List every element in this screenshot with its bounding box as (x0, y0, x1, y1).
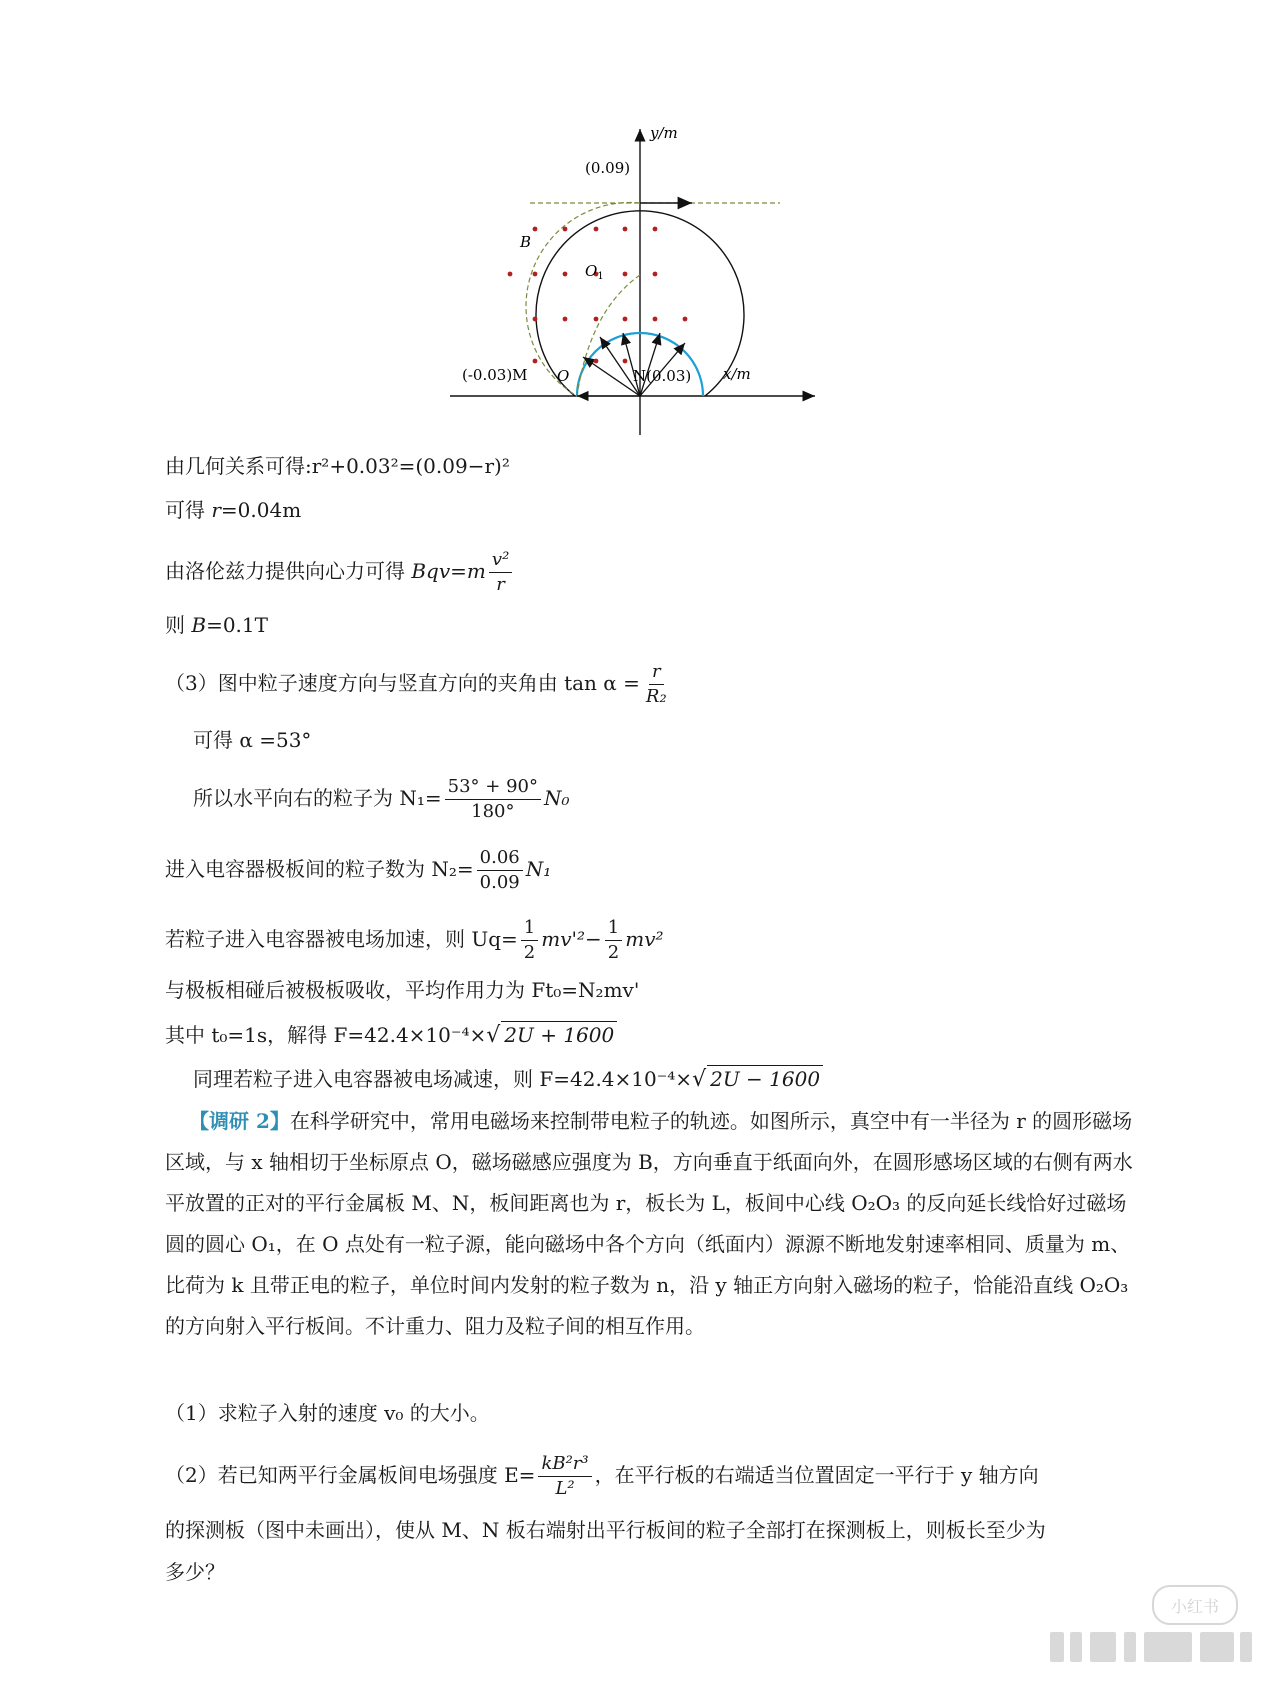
watermark-bar (1144, 1632, 1192, 1662)
question-2-line-3 (165, 1557, 225, 1587)
line-n2 (165, 846, 551, 895)
force-decel-root: 2U − 1600 (707, 1065, 823, 1092)
n1-numerator: 53° + 90° (445, 775, 541, 800)
watermark-logo-text: 小红书 (1170, 1596, 1219, 1616)
trajectory-arc-inner (577, 275, 640, 396)
field-strength-numerator: kB²r³ (538, 1452, 591, 1477)
tan-numerator: r (649, 660, 664, 685)
b-prefix: 则 (165, 613, 192, 637)
energy-suffix: mv² (625, 927, 664, 951)
n2-denominator: 0.09 (479, 872, 520, 893)
half-1-num: 1 (521, 916, 538, 941)
question-2-continued: 的探测板（图中未画出），使从 M、N 板右端射出平行板间的粒子全部打在探测板上，则板长至少为 (165, 1518, 1046, 1542)
line-average-force (165, 975, 639, 1005)
magnetic-field-figure (462, 124, 840, 435)
half-2-den: 2 (607, 942, 620, 963)
problem-tag: 【调研 2】 (189, 1109, 290, 1133)
line-n1 (193, 775, 570, 824)
radius-prefix: 可得 (165, 498, 212, 522)
question-1 (165, 1398, 490, 1428)
energy-half-1 (521, 916, 538, 965)
question-2 (165, 1452, 1135, 1501)
energy-prefix: 若粒子进入电容器被电场加速，则 Uq= (165, 927, 518, 951)
center-label: $O_1$ (585, 262, 604, 282)
watermark-bar (1070, 1632, 1082, 1662)
n1-prefix: 所以水平向右的粒子为 N₁= (193, 786, 442, 810)
line-force-decelerate (193, 1064, 823, 1095)
field-strength-denominator: L² (555, 1478, 575, 1499)
top-point-label: (0.09) (585, 159, 631, 177)
angle-result-text: 可得 α =53° (193, 728, 312, 752)
force-accel-prefix: 其中 t₀=1s，解得 F=42.4×10⁻⁴× (165, 1023, 487, 1047)
problem-paragraph (165, 1101, 1135, 1347)
line-radius-result (165, 495, 301, 525)
line-angle-result (193, 725, 311, 755)
lorentz-eq: =m (450, 559, 486, 583)
n2-fraction (477, 846, 523, 895)
n2-prefix: 进入电容器极板间的粒子数为 N₂= (165, 857, 474, 881)
line-angle-question (165, 660, 673, 709)
sqrt-icon: √ (486, 1023, 501, 1048)
b-symbol: B (191, 613, 207, 637)
n2-numerator: 0.06 (477, 846, 523, 871)
lorentz-denominator: r (496, 574, 505, 595)
energy-middle: mv'²− (541, 927, 602, 951)
radius-symbol: r (211, 498, 221, 522)
field-dots (508, 227, 688, 364)
origin-label: O (557, 367, 570, 385)
half-1-den: 2 (523, 942, 536, 963)
n1-fraction (445, 775, 541, 824)
field-diagram (462, 124, 840, 435)
question-2-line-2 (165, 1515, 1046, 1545)
y-axis-label: y/m (650, 124, 678, 142)
energy-half-2 (605, 916, 622, 965)
force-accel-root: 2U + 1600 (501, 1021, 617, 1048)
radius-value: =0.04m (220, 498, 302, 522)
problem-body: 在科学研究中，常用电磁场来控制带电粒子的轨迹。如图所示，真空中有一半径为 r 的圆形磁场区域，与 x 轴相切于坐标原点 O，磁场磁感应强度为 B，方向垂直于纸面向外，在圆形感场区域的右侧有两水平放置的正对的平行金属板 M、N，板间距离也为 r，板长为 L，板间中心线 O₂O₃ 的反向延长线恰好过磁场圆的圆心 O₁，在 O 点处有一粒子源，能向磁场中各个方向（纸面内）源源不断地发射速率相同、质量为 m、比荷为 k 且带正电的粒子，单位时间内发射的粒子数为 n，沿 y 轴正方向射入磁场的粒子，恰能沿直线 O₂O₃ 的方向射入平行板间。不计重力、阻力及粒子间的相互作用。 (165, 1109, 1133, 1338)
line-energy (165, 916, 664, 965)
sqrt-icon: √ (692, 1067, 707, 1092)
question-2-prefix: （2）若已知两平行金属板间电场强度 E= (165, 1463, 536, 1487)
angle-question-text: （3）图中粒子速度方向与竖直方向的夹角由 tan α = (165, 671, 640, 695)
lorentz-prefix: 由洛伦兹力提供向心力可得 (165, 559, 412, 583)
watermark-logo (1152, 1585, 1238, 1625)
left-point-label: (-0.03)M (462, 366, 528, 384)
average-force-text: 与极板相碰后被极板吸收，平均作用力为 Ft₀=N₂mv' (165, 978, 640, 1002)
n1-suffix: N₀ (543, 786, 570, 810)
velocity-arrow-mid-right (640, 333, 660, 396)
question-2-ending: 多少？ (165, 1560, 225, 1584)
line-lorentz-force (165, 548, 515, 597)
watermark-bar (1090, 1632, 1116, 1662)
tan-fraction (643, 660, 670, 709)
force-decel-prefix: 同理若粒子进入电容器被电场减速，则 F=42.4×10⁻⁴× (193, 1067, 693, 1091)
right-point-label: N(0.03) (633, 367, 692, 385)
geometry-relation-text: 由几何关系可得:r²+0.03²=(0.09−r)² (165, 454, 510, 478)
field-strength-fraction (538, 1452, 591, 1501)
field-label: B (520, 233, 532, 251)
line-geometry-relation (165, 451, 510, 481)
b-value: =0.1T (206, 613, 268, 637)
watermark-bar (1124, 1632, 1136, 1662)
line-force-accelerate (165, 1020, 617, 1051)
watermark-bar (1240, 1632, 1252, 1662)
lorentz-lhs: Bqv (411, 559, 451, 583)
lorentz-fraction (489, 548, 512, 597)
n2-suffix: N₁ (525, 857, 552, 881)
question-1-text: （1）求粒子入射的速度 v₀ 的大小。 (165, 1401, 490, 1425)
watermark-bar (1050, 1632, 1064, 1662)
x-axis-label: x/m (723, 365, 751, 383)
n1-denominator: 180° (471, 801, 515, 822)
half-2-num: 1 (605, 916, 622, 941)
watermark-bar (1200, 1632, 1234, 1662)
question-2-suffix: ，在平行板的右端适当位置固定一平行于 y 轴方向 (594, 1463, 1039, 1487)
tan-denominator: R₂ (645, 686, 667, 707)
lorentz-numerator: v² (489, 548, 512, 573)
line-b-result (165, 610, 268, 640)
